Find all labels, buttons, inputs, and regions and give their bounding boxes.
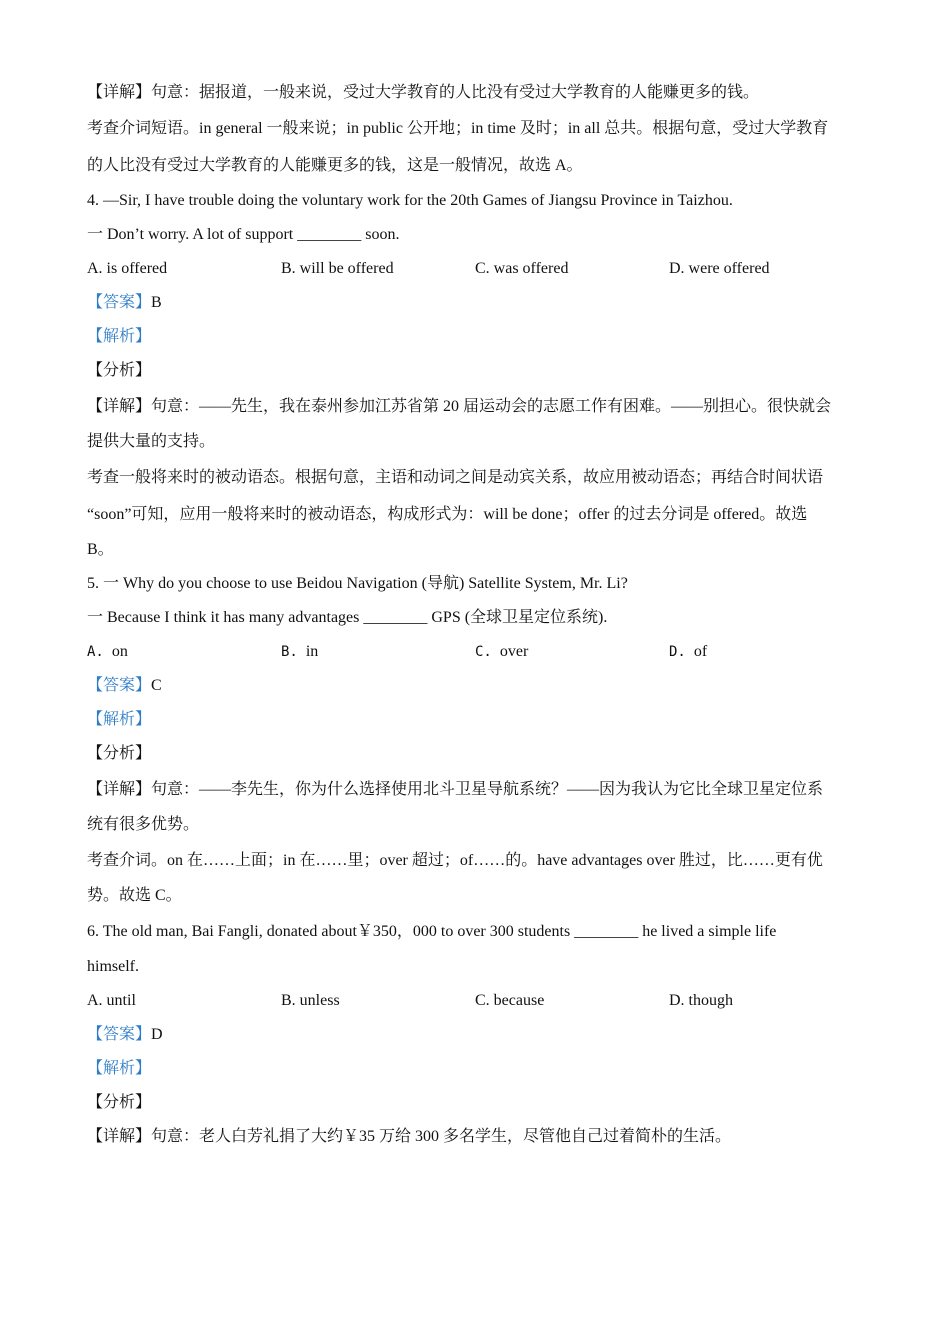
q6-stem-line-2: himself. (87, 958, 139, 975)
q4-fenxi-label: 【分析】 (87, 362, 152, 379)
q6-fenxi-label: 【分析】 (87, 1094, 152, 1111)
q4-option-c: C. was offered (475, 260, 569, 277)
q5-option-c: C. over (475, 643, 529, 660)
document-page (87, 76, 877, 1154)
q5-stem-line-2: 一 Because I think it has many advantages ________ GPS (全球卫星定位系统). (87, 609, 608, 626)
q6-answer (87, 1018, 877, 1052)
q5-option-d: D. of (669, 643, 708, 660)
q4-answer-label: 【答案】 (87, 294, 152, 311)
q6-answer-value: D (151, 1026, 163, 1043)
q6-options (87, 984, 877, 1018)
q3-detail-line-1: 【详解】句意：据报道，一般来说，受过大学教育的人比没有受过大学教育的人能赚更多的钱。 (87, 84, 760, 101)
q5-answer-value: C (151, 677, 162, 694)
q4-detail-line-3: 考查一般将来时的被动语态。根据句意，主语和动词之间是动宾关系，故应用被动语态；再结合时间状语 (87, 469, 824, 486)
q6-option-c: C. because (475, 992, 545, 1009)
q6-answer-label: 【答案】 (87, 1026, 152, 1043)
q5-detail-line-3: 考查介词。on 在……上面；in 在……里；over 超过；of……的。have advantages over 胜过，比……更有优 (87, 852, 823, 869)
q5-fenxi-label: 【分析】 (87, 745, 152, 762)
q6-detail-line-1: 【详解】句意：老人白芳礼捐了大约￥35 万给 300 多名学生，尽管他自己过着简朴的生活。 (87, 1128, 732, 1145)
q6-option-d: D. though (669, 992, 733, 1009)
q6-option-b: B. unless (281, 992, 340, 1009)
q4-answer-value: B (151, 294, 162, 311)
q5-option-b: B. in (281, 643, 319, 660)
q4-detail-line-4: “soon”可知，应用一般将来时的被动语态，构成形式为：will be done；offer 的过去分词是 offered。故选 (87, 506, 808, 523)
q4-detail-line-1: 【详解】句意：——先生，我在泰州参加江苏省第 20 届运动会的志愿工作有困难。——别担心。很快就会 (87, 398, 832, 415)
q5-options (87, 635, 877, 669)
q4-jiexi-label: 【解析】 (87, 328, 152, 345)
q4-option-b: B. will be offered (281, 260, 394, 277)
q5-answer (87, 669, 877, 703)
q4-option-d: D. were offered (669, 260, 770, 277)
q5-detail-line-4: 势。故选 C。 (87, 887, 182, 904)
q4-stem-line-1: 4. —Sir, I have trouble doing the voluntary work for the 20th Games of Jiangsu Province in Taizhou. (87, 192, 733, 209)
q4-detail-line-2: 提供大量的支持。 (87, 433, 216, 450)
q4-stem-line-2: 一 Don’t worry. A lot of support ________ soon. (87, 226, 400, 243)
q6-stem-line-1: 6. The old man, Bai Fangli, donated about￥350，000 to over 300 students ________ he lived a simple life (87, 923, 777, 940)
q5-option-a: A. on (87, 643, 128, 660)
q5-detail-line-1: 【详解】句意：——李先生，你为什么选择使用北斗卫星导航系统？——因为我认为它比全球卫星定位系 (87, 781, 824, 798)
q5-jiexi-label: 【解析】 (87, 711, 152, 728)
q5-detail-line-2: 统有很多优势。 (87, 816, 200, 833)
q5-answer-label: 【答案】 (87, 677, 152, 694)
q5-stem-line-1: 5. 一 Why do you choose to use Beidou Navigation (导航) Satellite System, Mr. Li? (87, 575, 628, 592)
q4-options (87, 252, 877, 286)
q3-detail-line-2: 考查介词短语。in general 一般来说；in public 公开地；in time 及时；in all 总共。根据句意，受过大学教育 (87, 120, 829, 137)
q4-detail-line-5: B。 (87, 541, 114, 558)
q6-option-a: A. until (87, 992, 136, 1009)
q4-option-a: A. is offered (87, 260, 168, 277)
q4-answer (87, 286, 877, 320)
q6-jiexi-label: 【解析】 (87, 1060, 152, 1077)
q3-detail-line-3: 的人比没有受过大学教育的人能赚更多的钱，这是一般情况，故选 A。 (87, 157, 583, 174)
